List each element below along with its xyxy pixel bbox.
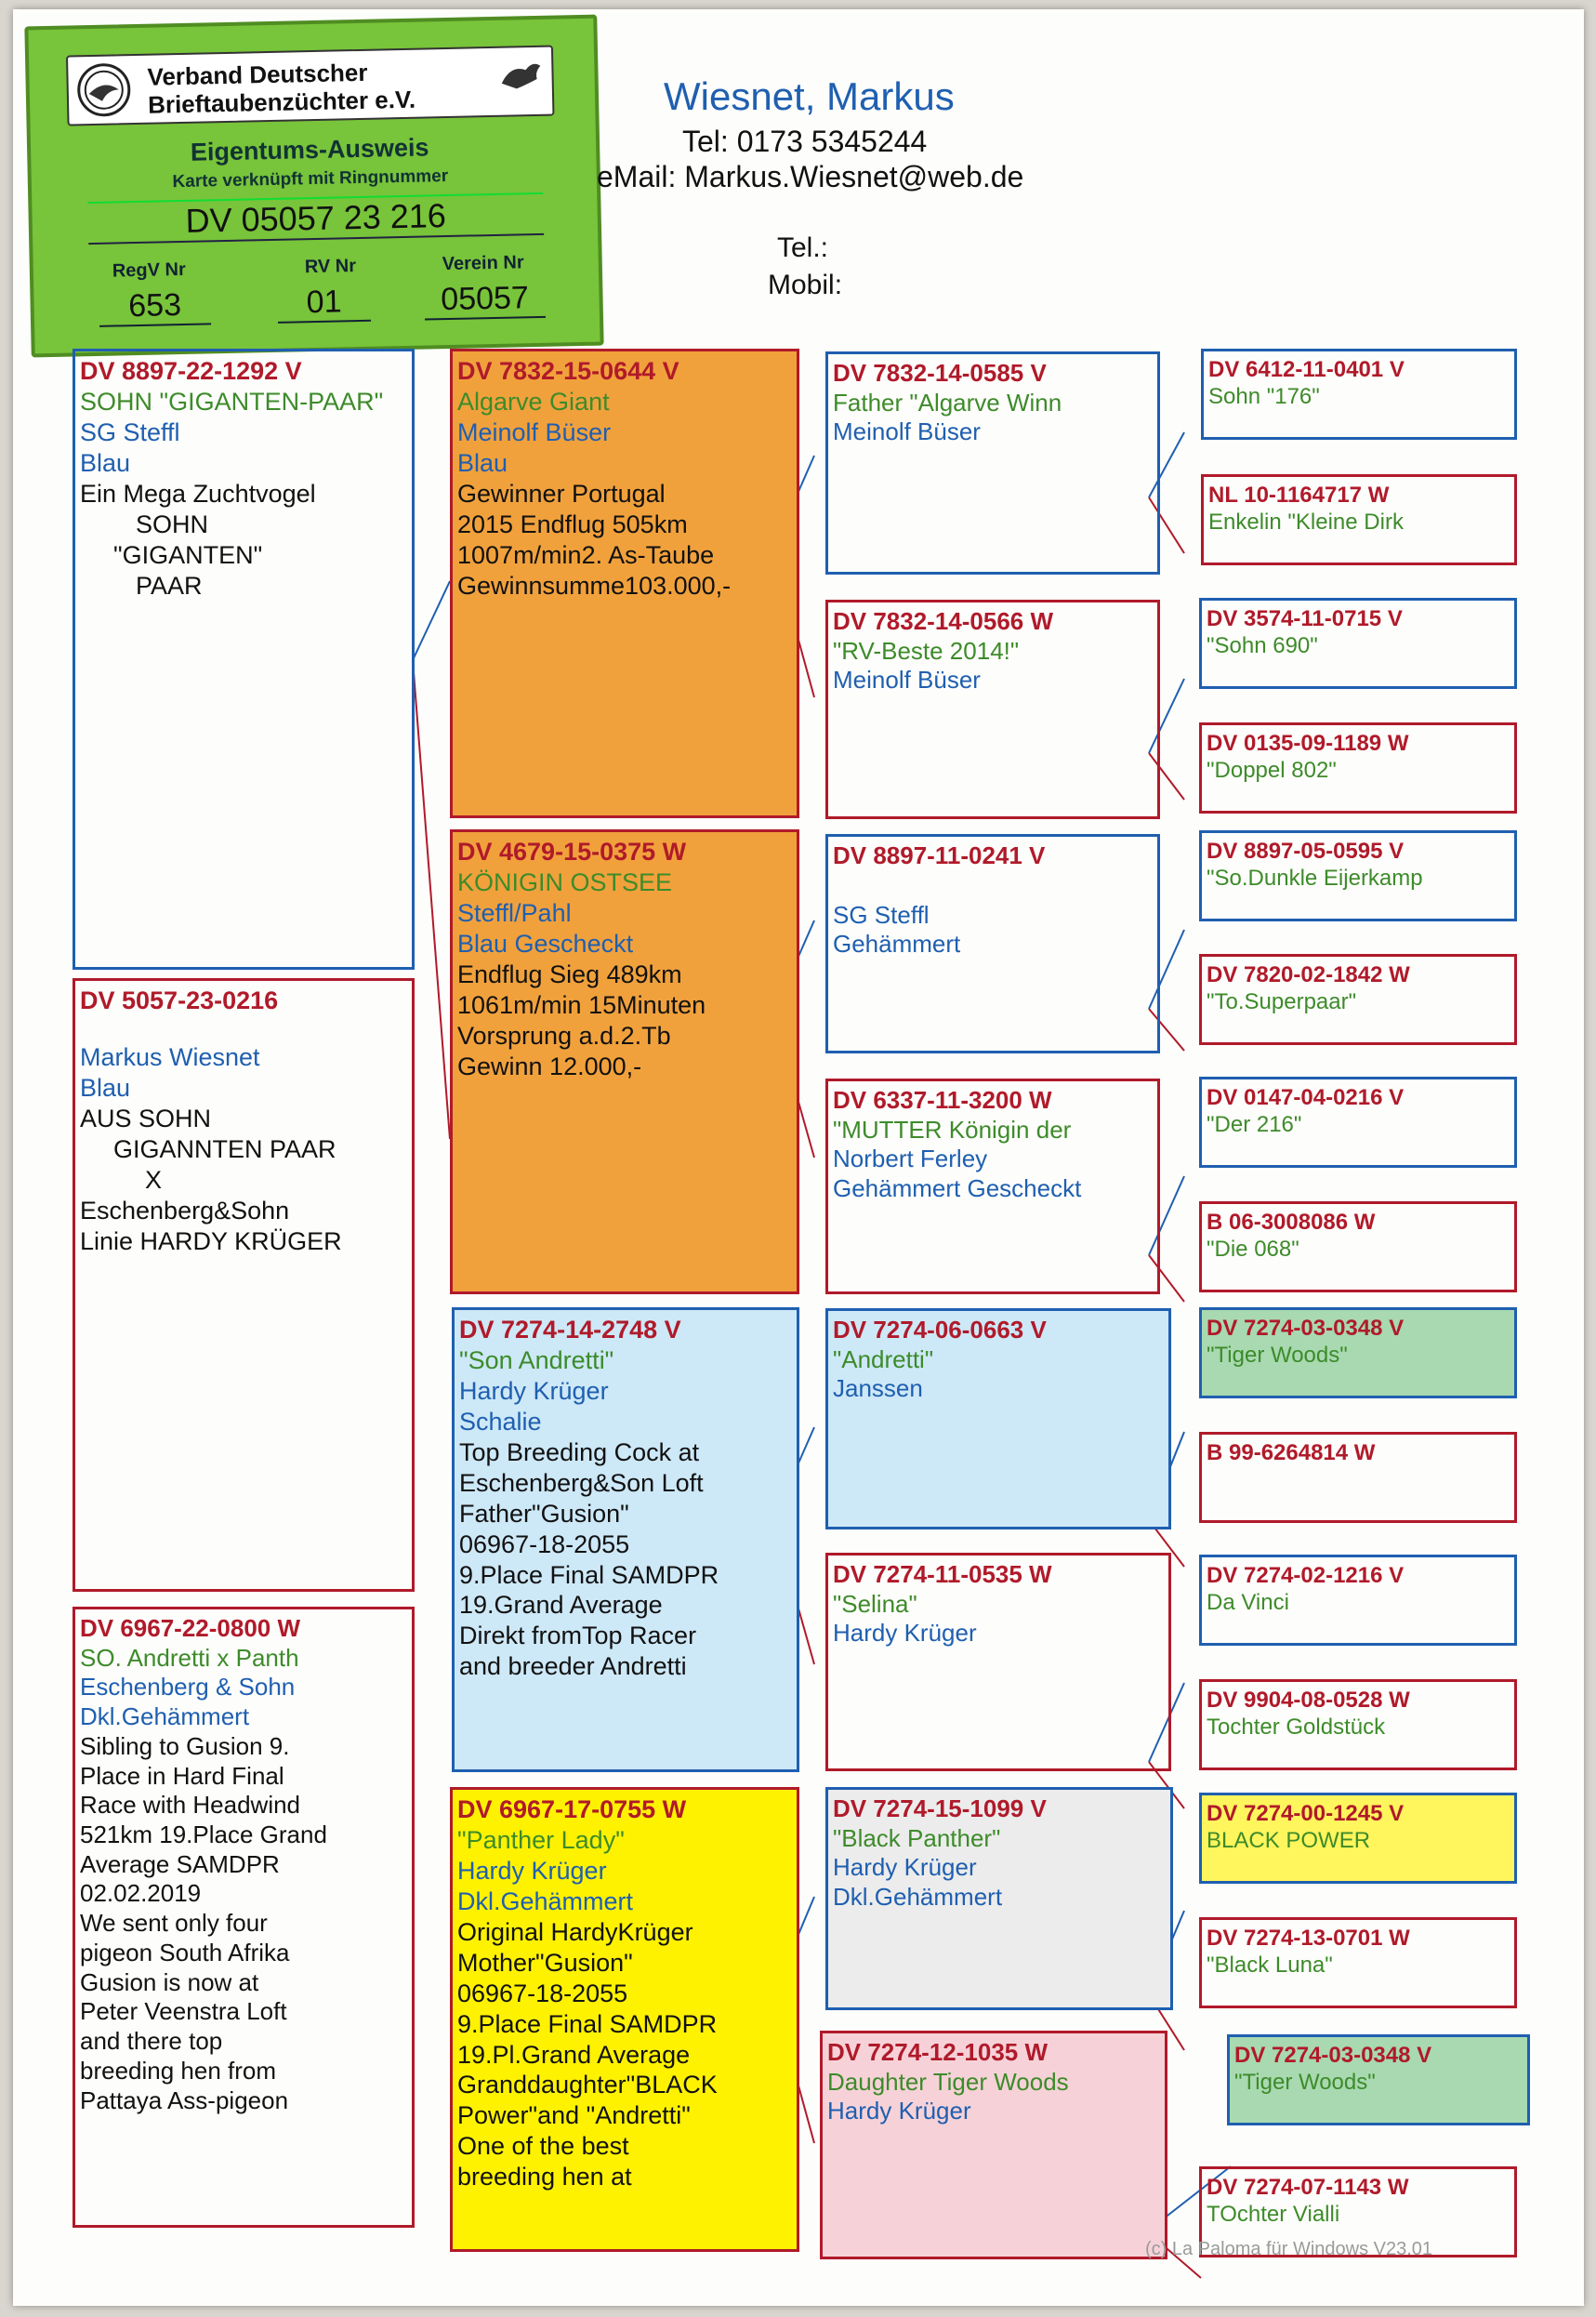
dam-dam-box[interactable] bbox=[450, 1787, 799, 2252]
rv-value: 01 bbox=[277, 284, 371, 324]
dam-note: Sibling to Gusion 9. bbox=[80, 1731, 290, 1760]
dam-breeder: Eschenberg & Sohn bbox=[80, 1673, 296, 1701]
g4-name: Sohn "176" bbox=[1208, 384, 1320, 410]
sire-sire-box[interactable] bbox=[450, 349, 799, 818]
g4-name: "Sohn 690" bbox=[1207, 633, 1318, 659]
g4-name: BLACK POWER bbox=[1207, 1828, 1371, 1854]
dam-sire-box[interactable] bbox=[452, 1307, 799, 1772]
g4-name: "So.Dunkle Eijerkamp bbox=[1207, 866, 1423, 892]
sire-dam-box[interactable] bbox=[450, 829, 799, 1294]
sd-note: 1061m/min 15Minuten bbox=[457, 990, 706, 1019]
g3-breeder: Janssen bbox=[833, 1374, 923, 1403]
ds-name: "Son Andretti" bbox=[459, 1345, 614, 1374]
g3-ring: DV 7832-14-0585 V bbox=[833, 359, 1047, 387]
subject-ring: DV 5057-23-0216 bbox=[80, 986, 279, 1014]
sire-name: SOHN "GIGANTEN-PAAR" bbox=[80, 387, 384, 416]
sire-note: PAAR bbox=[136, 571, 203, 600]
g4-name: "Doppel 802" bbox=[1207, 758, 1337, 784]
software-footer: (c) La Paloma für Windows V23.01 bbox=[1145, 2239, 1433, 2259]
g4-name: "To.Superpaar" bbox=[1207, 989, 1357, 1015]
g4-name: "Die 068" bbox=[1207, 1237, 1299, 1263]
g4-box-8[interactable] bbox=[1199, 1201, 1517, 1292]
dam-note: Pattaya Ass-pigeon bbox=[80, 2085, 289, 2114]
g4-box-13[interactable] bbox=[1199, 1793, 1517, 1884]
dd-note: Mother"Gusion" bbox=[457, 1948, 633, 1977]
verein-value: 05057 bbox=[424, 280, 546, 321]
sd-note: Vorsprung a.d.2.Tb bbox=[457, 1021, 671, 1050]
ss-color: Blau bbox=[457, 448, 508, 477]
g3-name: "RV-Beste 2014!" bbox=[833, 636, 1020, 665]
owner-name: Wiesnet, Markus bbox=[664, 74, 955, 118]
dd-note: 19.Pl.Grand Average bbox=[457, 2040, 691, 2069]
association-name-line2: Brieftaubenzüchter e.V. bbox=[147, 85, 416, 119]
ds-note: 9.Place Final SAMDPR bbox=[459, 1560, 719, 1589]
g3-box-7[interactable] bbox=[825, 1787, 1173, 2010]
ss-breeder: Meinolf Büser bbox=[457, 417, 612, 446]
g3-name: "Black Panther" bbox=[833, 1823, 1001, 1852]
dd-note: Original HardyKrüger bbox=[457, 1917, 693, 1946]
sd-name: KÖNIGIN OSTSEE bbox=[457, 867, 673, 896]
g3-ring: DV 8897-11-0241 V bbox=[833, 841, 1046, 869]
ss-note: Gewinner Portugal bbox=[457, 479, 666, 508]
dd-note: One of the best bbox=[457, 2132, 629, 2161]
sire-box[interactable] bbox=[73, 349, 415, 970]
subject-note: AUS SOHN bbox=[80, 1104, 212, 1132]
g4-ring: DV 7274-13-0701 W bbox=[1207, 1926, 1410, 1951]
dd-ring: DV 6967-17-0755 W bbox=[457, 1795, 687, 1823]
g4-name: Enkelin "Kleine Dirk bbox=[1208, 510, 1404, 536]
g3-box-3[interactable] bbox=[825, 834, 1160, 1053]
dd-note: Granddaughter"BLACK bbox=[457, 2071, 718, 2099]
dam-color: Dkl.Gehämmert bbox=[80, 1702, 250, 1731]
subject-box[interactable] bbox=[73, 978, 415, 1592]
g4-name: "Tiger Woods" bbox=[1234, 2070, 1376, 2096]
sd-color: Blau Gescheckt bbox=[457, 929, 634, 958]
subject-note: Eschenberg&Sohn bbox=[80, 1196, 290, 1225]
g3-breeder: Hardy Krüger bbox=[833, 1853, 977, 1882]
g4-name: Da Vinci bbox=[1207, 1590, 1289, 1616]
g4-box-9[interactable] bbox=[1199, 1307, 1517, 1398]
g4-ring: DV 7274-02-1216 V bbox=[1207, 1563, 1405, 1588]
ds-note: and breeder Andretti bbox=[459, 1652, 687, 1681]
dam-note: pigeon South Afrika bbox=[80, 1938, 290, 1966]
ss-note: 1007m/min2. As-Taube bbox=[457, 540, 715, 569]
g3-box-6[interactable] bbox=[825, 1553, 1171, 1771]
ds-note: 06967-18-2055 bbox=[459, 1529, 630, 1558]
g4-ring: B 99-6264814 W bbox=[1207, 1440, 1376, 1465]
g3-color: Gehämmert Gescheckt bbox=[833, 1174, 1082, 1203]
g4-ring: DV 7274-03-0348 V bbox=[1207, 1316, 1405, 1341]
pedigree-sheet bbox=[13, 9, 1584, 2306]
g4-box-14[interactable] bbox=[1199, 1917, 1517, 2008]
sire-color: Blau bbox=[80, 448, 131, 477]
ds-breeder: Hardy Krüger bbox=[459, 1376, 609, 1405]
dam-note: We sent only four bbox=[80, 1909, 268, 1938]
g4-ring: DV 6412-11-0401 V bbox=[1208, 357, 1405, 382]
g3-ring: DV 7274-15-1099 V bbox=[833, 1794, 1047, 1822]
g3-ring: DV 7274-12-1035 W bbox=[827, 2038, 1049, 2066]
g4-box-4[interactable] bbox=[1199, 722, 1517, 814]
g3-ring: DV 7832-14-0566 W bbox=[833, 607, 1054, 635]
subject-note: GIGANNTEN PAAR bbox=[113, 1134, 336, 1163]
dd-breeder: Hardy Krüger bbox=[457, 1856, 607, 1885]
dd-note: breeding hen at bbox=[457, 2163, 632, 2191]
sd-note: Gewinn 12.000,- bbox=[457, 1052, 642, 1080]
sire-note: Ein Mega Zuchtvogel bbox=[80, 479, 316, 508]
g4-ring: NL 10-1164717 W bbox=[1208, 483, 1390, 508]
dd-note: Power"and "Andretti" bbox=[457, 2101, 691, 2130]
ds-note: Eschenberg&Son Loft bbox=[459, 1468, 704, 1497]
g3-name: "MUTTER Königin der bbox=[833, 1115, 1072, 1144]
g3-ring: DV 7274-11-0535 W bbox=[833, 1560, 1052, 1588]
g4-ring: DV 9904-08-0528 W bbox=[1207, 1688, 1410, 1713]
regv-label: RegV Nr bbox=[112, 258, 186, 282]
sire-ring: DV 8897-22-1292 V bbox=[80, 357, 302, 385]
regv-value: 653 bbox=[99, 286, 211, 327]
ds-note: 19.Grand Average bbox=[459, 1591, 663, 1620]
g3-box-8[interactable] bbox=[820, 2031, 1167, 2259]
subject-color: Blau bbox=[80, 1073, 131, 1102]
g4-name: "Der 216" bbox=[1207, 1112, 1302, 1138]
dd-note: 06967-18-2055 bbox=[457, 1979, 628, 2007]
g4-box-15[interactable] bbox=[1227, 2034, 1530, 2125]
g4-box-7[interactable] bbox=[1199, 1077, 1517, 1168]
g4-box-5[interactable] bbox=[1199, 830, 1517, 921]
dam-note: Place in Hard Final bbox=[80, 1761, 284, 1790]
dd-name: "Panther Lady" bbox=[457, 1825, 625, 1854]
g4-box-2[interactable] bbox=[1201, 474, 1517, 565]
g3-box-4[interactable] bbox=[825, 1079, 1160, 1294]
g3-breeder: SG Steffl bbox=[833, 900, 930, 929]
g3-ring: DV 7274-06-0663 V bbox=[833, 1316, 1047, 1344]
ds-note: Top Breeding Cock at bbox=[459, 1437, 700, 1466]
g4-ring: DV 7820-02-1842 W bbox=[1207, 962, 1410, 987]
dam-note: Average SAMDPR bbox=[80, 1849, 280, 1878]
g3-ring: DV 6337-11-3200 W bbox=[833, 1086, 1052, 1114]
g3-breeder: Norbert Ferley bbox=[833, 1145, 988, 1173]
g4-ring: DV 7274-07-1143 W bbox=[1207, 2175, 1409, 2200]
g4-ring: DV 3574-11-0715 V bbox=[1207, 606, 1403, 631]
g4-name: Tochter Goldstück bbox=[1207, 1715, 1386, 1741]
card-title: Eigentums-Ausweis bbox=[190, 133, 429, 166]
g4-box-1[interactable] bbox=[1201, 349, 1517, 440]
g3-name: "Andretti" bbox=[833, 1344, 934, 1373]
dam-note: Gusion is now at bbox=[80, 1967, 259, 1996]
g4-ring: DV 0147-04-0216 V bbox=[1207, 1085, 1405, 1110]
dam-box[interactable] bbox=[73, 1607, 415, 2228]
dam-note: Race with Headwind bbox=[80, 1791, 301, 1820]
ds-ring: DV 7274-14-2748 V bbox=[459, 1316, 681, 1344]
g3-breeder: Meinolf Büser bbox=[833, 666, 981, 695]
sd-breeder: Steffl/Pahl bbox=[457, 898, 572, 927]
subject-note: Linie HARDY KRÜGER bbox=[80, 1226, 342, 1255]
g4-box-3[interactable] bbox=[1199, 598, 1517, 689]
g4-ring: DV 7274-03-0348 V bbox=[1234, 2043, 1432, 2068]
g4-ring: DV 8897-05-0595 V bbox=[1207, 839, 1405, 864]
g4-box-11[interactable] bbox=[1199, 1555, 1517, 1646]
association-name-line1: Verband Deutscher bbox=[147, 58, 368, 91]
sire-note: "GIGANTEN" bbox=[113, 540, 263, 569]
g4-name: TOchter Vialli bbox=[1207, 2202, 1340, 2228]
rv-label: RV Nr bbox=[304, 256, 357, 278]
verein-label: Verein Nr bbox=[442, 252, 524, 275]
spacer bbox=[80, 1016, 407, 1042]
g3-name: Daughter Tiger Woods bbox=[827, 2067, 1069, 2096]
g4-box-10[interactable] bbox=[1199, 1432, 1517, 1523]
g3-breeder: Meinolf Büser bbox=[833, 417, 981, 446]
card-subtitle: Karte verknüpft mit Ringnummer bbox=[172, 166, 449, 192]
g3-name: Father "Algarve Winn bbox=[833, 388, 1062, 417]
card-ring-number: DV 05057 23 216 bbox=[87, 192, 544, 245]
owner-phone: Tel: 0173 5345244 bbox=[682, 125, 928, 158]
ss-ring: DV 7832-15-0644 V bbox=[457, 357, 679, 385]
g3-color: Gehämmert bbox=[833, 930, 961, 959]
ds-note: Direkt fromTop Racer bbox=[459, 1622, 697, 1650]
dam-note: 02.02.2019 bbox=[80, 1879, 202, 1908]
ss-name: Algarve Giant bbox=[457, 387, 610, 416]
g4-ring: DV 0135-09-1189 W bbox=[1207, 731, 1409, 756]
ds-note: Father"Gusion" bbox=[459, 1499, 629, 1528]
g3-name: "Selina" bbox=[833, 1589, 917, 1618]
sire-note: SOHN bbox=[136, 510, 209, 538]
owner-tel-label: Tel.: bbox=[777, 232, 829, 263]
g3-box-1[interactable] bbox=[825, 351, 1160, 575]
ss-note: 2015 Endflug 505km bbox=[457, 510, 688, 538]
dam-name: SO. Andretti x Panth bbox=[80, 1643, 299, 1672]
dam-note: breeding hen from bbox=[80, 2056, 277, 2085]
ds-color: Schalie bbox=[459, 1407, 542, 1436]
g3-breeder: Hardy Krüger bbox=[827, 2097, 971, 2125]
spacer bbox=[833, 871, 1153, 901]
sd-note: Endflug Sieg 489km bbox=[457, 960, 682, 988]
dam-note: and there top bbox=[80, 2027, 223, 2056]
g3-box-2[interactable] bbox=[825, 600, 1160, 819]
ss-note: Gewinnsumme103.000,- bbox=[457, 571, 732, 600]
g4-name: "Black Luna" bbox=[1207, 1953, 1333, 1979]
g4-ring: B 06-3008086 W bbox=[1207, 1210, 1376, 1235]
g4-name: "Tiger Woods" bbox=[1207, 1343, 1348, 1369]
g3-breeder: Hardy Krüger bbox=[833, 1619, 977, 1648]
dd-note: 9.Place Final SAMDPR bbox=[457, 2009, 718, 2038]
g3-box-5[interactable] bbox=[825, 1308, 1171, 1529]
owner-email: eMail: Markus.Wiesnet@web.de bbox=[597, 160, 1024, 193]
g4-ring: DV 7274-00-1245 V bbox=[1207, 1801, 1405, 1826]
owner-mobil-label: Mobil: bbox=[768, 270, 843, 300]
g4-box-12[interactable] bbox=[1199, 1679, 1517, 1770]
g4-box-6[interactable] bbox=[1199, 954, 1517, 1045]
g3-color: Dkl.Gehämmert bbox=[833, 1883, 1003, 1912]
dam-note: Peter Veenstra Loft bbox=[80, 1997, 287, 2026]
sd-ring: DV 4679-15-0375 W bbox=[457, 838, 687, 866]
subject-note: X bbox=[145, 1165, 163, 1194]
dd-color: Dkl.Gehämmert bbox=[457, 1887, 634, 1915]
sire-breeder: SG Steffl bbox=[80, 417, 180, 446]
dam-note: 521km 19.Place Grand bbox=[80, 1820, 327, 1849]
subject-owner: Markus Wiesnet bbox=[80, 1042, 260, 1071]
dam-ring: DV 6967-22-0800 W bbox=[80, 1614, 301, 1642]
